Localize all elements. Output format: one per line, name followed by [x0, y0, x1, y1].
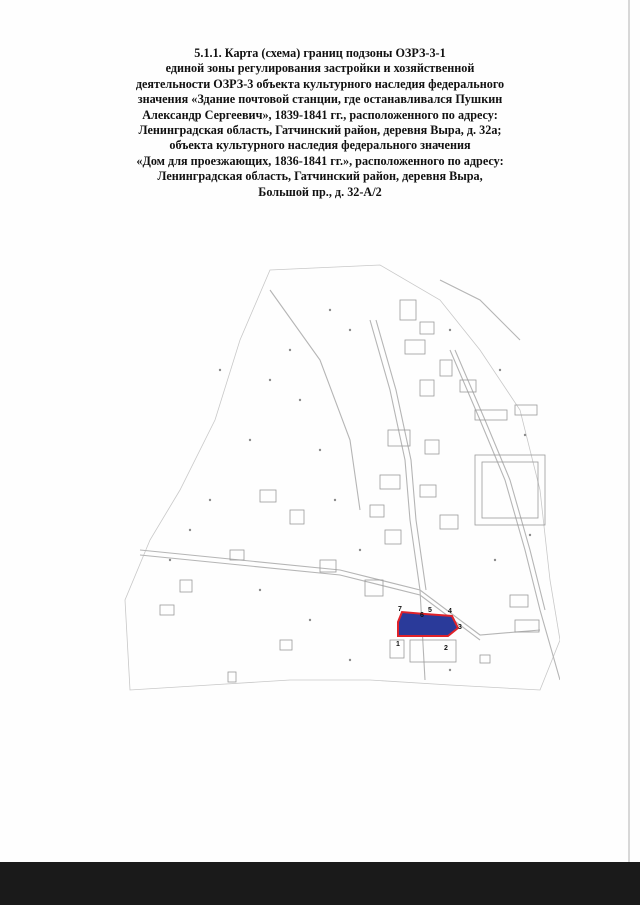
site-plan-map [120, 260, 560, 700]
vertex-label-6: 6 [420, 612, 424, 619]
site-plan-svg [120, 260, 560, 700]
map-symbols [169, 309, 531, 671]
title-line-1: 5.1.1. Карта (схема) границ подзоны ОЗРЗ-3-1 [194, 46, 446, 60]
vertex-label-4: 4 [448, 608, 452, 615]
scan-edge-line [628, 0, 630, 862]
title-line-7: объекта культурного наследия федерального значения [169, 138, 471, 153]
subzone-ozrz-3-1-polygon [398, 612, 458, 636]
title-line-6: Ленинградская область, Гатчинский район, деревня Выра, д. 32а; [138, 123, 502, 138]
title-line-3: деятельности ОЗРЗ-3 объекта культурного наследия федерального [135, 76, 505, 91]
title-line-5: Александр Сергеевич», 1839-1841 гг., расположенного по адресу: [142, 107, 498, 122]
title-line-4: значения «Здание почтовой станции, где останавливался Пушкин [137, 92, 503, 107]
scan-footer-band [0, 862, 640, 905]
vertex-label-1: 1 [396, 641, 400, 648]
title-line-9: Ленинградская область, Гатчинский район, деревня Выра, [157, 169, 483, 184]
document-title [100, 46, 540, 200]
vertex-label-7: 7 [398, 606, 402, 613]
map-boundary [125, 265, 560, 690]
title-line-8: «Дом для проезжающих, 1836-1841 гг.», расположенного по адресу: [136, 153, 504, 168]
vertex-label-3: 3 [458, 624, 462, 631]
vertex-label-2: 2 [444, 645, 448, 652]
building-footprints [160, 300, 545, 682]
vertex-label-5: 5 [428, 607, 432, 614]
roads [140, 280, 560, 680]
title-line-2: единой зоны регулирования застройки и хозяйственной [165, 61, 475, 76]
title-line-10: Большой пр., д. 32-А/2 [258, 184, 382, 199]
